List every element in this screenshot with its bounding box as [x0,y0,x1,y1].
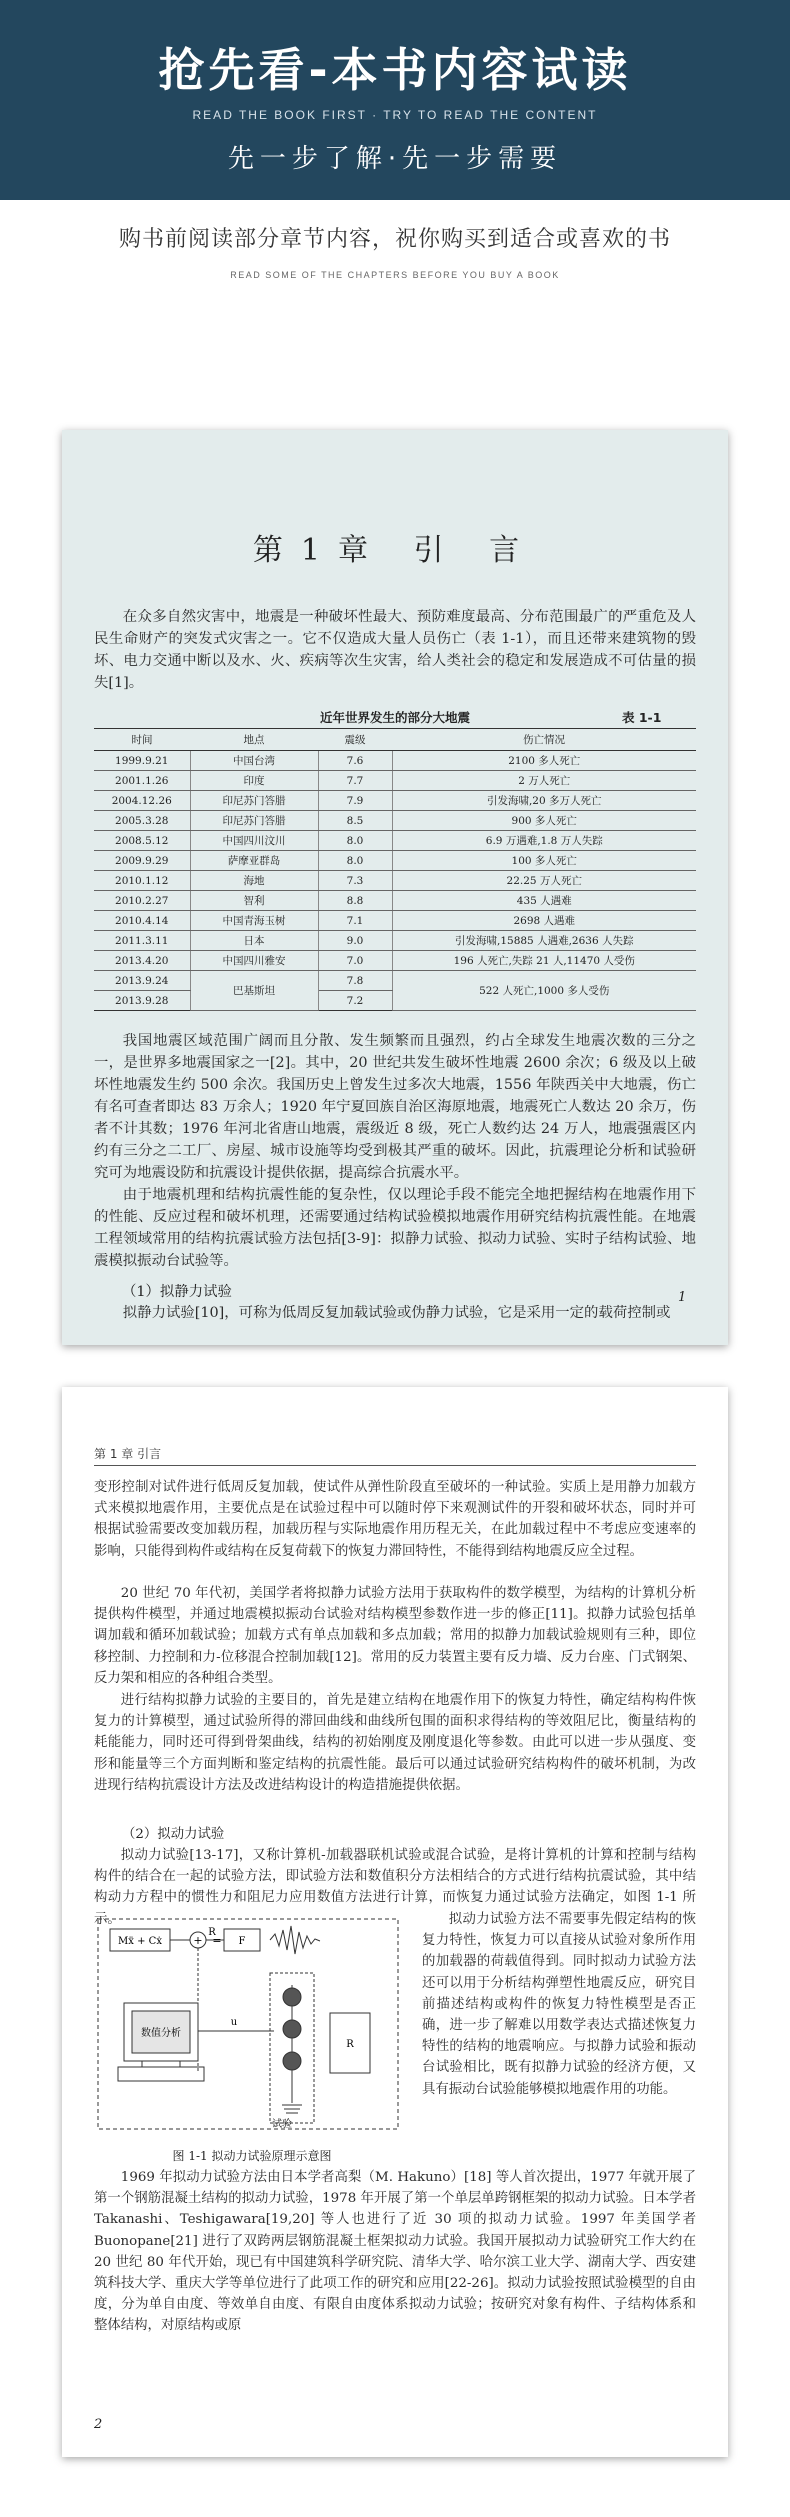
table-cell: 2001.1.26 [94,771,190,791]
table-cell: 中国青海玉树 [190,911,318,931]
table-cell: 印尼苏门答腊 [190,811,318,831]
intro-paragraph: 在众多自然灾害中，地震是一种破坏性最大、预防难度最高、分布范围最广的严重危及人民生命财产的突发式灾害之一。它不仅造成大量人员伤亡（表 1-1），而且还带来建筑物的毁坏、电力交通中断以及水、火、疾病等次生灾害，给人类社会的稳定和发展造成不可估量的损失[1]。 [94,609,696,691]
table-row [94,931,696,951]
table-cell: 2009.9.29 [94,851,190,871]
table-cell: 海地 [190,871,318,891]
table-row [94,951,696,971]
table-cell: 8.5 [318,811,392,831]
table-cell: 8.0 [318,831,392,851]
table-cell: 9.0 [318,931,392,951]
table-cell: 7.1 [318,911,392,931]
table-cell: 2004.12.26 [94,791,190,811]
table-row [94,831,696,851]
table-cell: 2013.9.28 [94,991,190,1011]
table-cell: 萨摩亚群岛 [190,851,318,871]
paragraph: 拟动力试验[13-17]，又称计算机-加载器联机试验或混合试验，是将计算机的计算和控制与结构构件的结合在一起的试验方法，即试验方法和数值积分方法相结合的方式进行结构抗震试验，其中结构动力方程中的惯性力和阻尼力应用数值方法进行计算，而恢复力通过试验方法确定，如图 1-1 所示。 [94,1848,696,1927]
paragraph: 拟动力试验方法不需要事先假定结构的恢复力特性，恢复力可以直接从试验对象所作用的加载器的荷载值得到。同时拟动力试验方法还可以用于分析结构弹塑性地震反应，研究目前描述结构或构件的恢复力特性模型是否正确，进一步了解难以用数学表达式描述恢复力特性的结构的地震响应。与拟静力试验和振动台试验相比，既有拟静力试验的经济方便，又具有振动台试验能够模拟地震作用的功能。 [422,1912,696,2097]
ground-motion-wave [270,1926,320,1954]
paragraph: 拟静力试验[10]，可称为低周反复加载试验或伪静力试验，它是采用一定的载荷控制或 [122,1305,671,1321]
intro-text-en: READ SOME OF THE CHAPTERS BEFORE YOU BUY A BOOK [230,270,560,280]
page-number: 2 [94,2417,103,2432]
banner-subtitle: READ THE BOOK FIRST · TRY TO READ THE CONTENT [192,108,598,122]
table-row [94,871,696,891]
table-cell: 900 多人死亡 [392,811,696,831]
table-row [94,771,696,791]
table-cell: 中国四川雅安 [190,951,318,971]
table-number: 表 1-1 [622,710,662,725]
table-cell: 8.0 [318,851,392,871]
book-page-1 [62,430,728,1345]
paragraph: 我国地震区域范围广阔而且分散、发生频繁而且强烈，约占全球发生地震次数的三分之一，是世界多地震国家之一[2]。其中，20 世纪共发生破坏性地震 2600 余次；6 级及以上破坏性地震发生约 500 余次。我国历史上曾发生过多次大地震，1556 年陕西关中大地震，伤亡有名可查者即达 83 万余人；1920 年宁夏回族自治区海原地震，地震死亡人数达 20 余万，伤者不计其数；1976 年河北省唐山地震，震级近 8 级，死亡人数约达 24 万人，地震强震区内约有三分之二工厂、房屋、城市设施等均受到极其严重的破坏。因此，抗震理论分析和试验研究可为地震设防和抗震设计提供依据，提高综合抗震水平。 [94,1033,696,1181]
chapter-title: 第1章 引 言 [252,533,538,568]
table-cell: 印度 [190,771,318,791]
table-row [94,851,696,871]
paragraph: 由于地震机理和结构抗震性能的复杂性，仅以理论手段不能完全地把握结构在地震作用下的性能、反应过程和破坏机理，还需要通过结构试验模拟地震作用研究结构抗震性能。在地震工程领域常用的结构抗震试验方法包括[3-9]：拟静力试验、拟动力试验、实时子结构试验、地震模拟振动台试验等。 [94,1187,696,1269]
table-cell: 智利 [190,891,318,911]
table-cell: 2010.1.12 [94,871,190,891]
table-cell: 100 多人死亡 [392,851,696,871]
fig-equation: Mẍ + Cẋ [118,1936,162,1947]
table-row [94,811,696,831]
table-cell: 中国台湾 [190,751,318,771]
table-cell: 8.8 [318,891,392,911]
table-cell: 2100 多人死亡 [392,751,696,771]
table-cell: 2010.4.14 [94,911,190,931]
running-head: 第 1 章 引言 [94,1447,162,1461]
paragraph: 1969 年拟动力试验方法由日本学者高梨（M. Hakuno）[18] 等人首次提出，1977 年就开展了第一个钢筋混凝土结构的拟动力试验，1978 年开展了第一个单层单跨钢框架的拟动力试验。日本学者 Takanashi、Teshigawara[19,20] 等人也进行了近 30 项的拟动力试验。1997 年美国学者 Buonopane[21] 进行了双跨两层钢筋混凝土框架拟动力试验。我国开展拟动力试验研究工作大约在 20 世纪 80 年代开始，现已有中国建筑科学研究院、清华大学、哈尔滨工业大学、湖南大学、西安建筑科技大学、重庆大学等单位进行了此项工作的研究和应用[22-26]。拟动力试验按照试验模型的自由度，分为单自由度、等效单自由度、有限自由度体系拟动力试验；按研究对象有构件、子结构体系和整体结构，对原结构或原 [94,2170,696,2334]
table-cell: 1999.9.21 [94,751,190,771]
fig-r: R [208,1927,216,1938]
table-cell: 2698 人遇难 [392,911,696,931]
table-cell: 巴基斯坦 [190,971,318,1011]
table-row [94,751,696,771]
pseudo-dynamic-diagram [94,1913,410,2143]
banner-title: 抢先看-本书内容试读 [158,43,632,97]
table-header: 时间 [94,729,190,751]
paragraph: 20 世纪 70 年代初，美国学者将拟静力试验方法用于获取构件的数学模型，为结构的计算机分析提供构件模型，并通过地震模拟振动台试验对结构模型参数作进一步的修正[11]。拟静力试验包括单调加载和循环加载试验；加载方式有单点加载和多点加载；常用的拟静力加载试验规则有三种，即位移控制、力控制和力-位移混合控制加载[12]。常用的反力装置主要有反力墙、反力台座、门式钢架、反力架和相应的各种组合类型。 [94,1586,696,1686]
table-cell: 7.0 [318,951,392,971]
figure-caption: 图 1-1 拟动力试验原理示意图 [172,2149,332,2163]
table-cell: 日本 [190,931,318,951]
table-cell: 7.7 [318,771,392,791]
fig-specimen-r: R [346,2039,354,2050]
section-heading: （2）拟动力试验 [122,1827,225,1842]
table-header: 伤亡情况 [392,729,696,751]
paragraph: 进行结构拟静力试验的主要目的，首先是建立结构在地震作用下的恢复力特性，确定结构构件恢复力的计算模型，通过试验所得的滞回曲线和曲线所包围的面积求得结构的等效阻尼比，衡量结构的耗能能力，同时还可得到骨架曲线，结构的初始刚度及刚度退化等参数。由此可以进一步从强度、变形和能量等三个方面判断和鉴定结构的抗震性能。最后可以通过试验研究结构构件的破坏机制，为改进现行结构抗震设计方法及改进结构设计的构造措施提供依据。 [94,1693,696,1793]
header-rule [94,1465,696,1466]
table-header: 震级 [318,729,392,751]
table-cell: 2010.2.27 [94,891,190,911]
table-cell: 2013.4.20 [94,951,190,971]
table-cell: 6.9 万遇难,1.8 万人失踪 [392,831,696,851]
table-cell: 7.6 [318,751,392,771]
computer-base [118,2067,204,2081]
table-caption: 近年世界发生的部分大地震 [319,710,470,725]
table-cell: 引发海啸,15885 人遇难,2636 人失踪 [392,931,696,951]
fig-equals: = [212,1934,222,1947]
intro-text: 购书前阅读部分章节内容，祝你购买到适合或喜欢的书 [118,227,671,252]
table-cell: 7.3 [318,871,392,891]
table-row [94,791,696,811]
table-cell: 7.2 [318,991,392,1011]
table-row [94,971,696,991]
table-cell: 中国四川汶川 [190,831,318,851]
table-cell: 7.9 [318,791,392,811]
banner-slogan: 先一步了解·先一步需要 [227,144,563,174]
table-cell: 印尼苏门答腊 [190,791,318,811]
table-cell: 22.25 万人死亡 [392,871,696,891]
banner [0,0,790,200]
table-cell: 2008.5.12 [94,831,190,851]
table-cell: 2013.9.24 [94,971,190,991]
section-heading: （1）拟静力试验 [122,1284,232,1300]
fig-computer-label: 数值分析 [141,2028,181,2039]
table-cell: 196 人死亡,失踪 21 人,11470 人受伤 [392,951,696,971]
table-header-row [94,729,696,751]
table-cell: 引发海啸,20 多万人死亡 [392,791,696,811]
fig-test-label: 试验 [272,2119,292,2130]
fig-u: u [230,2017,238,2028]
fig-f: F [238,1936,246,1947]
page-number: 1 [678,1290,687,1305]
table-cell: 522 人死亡,1000 多人受伤 [392,971,696,1011]
paragraph: 变形控制对试件进行低周反复加载，使试件从弹性阶段直至破坏的一种试验。实质上是用静力加载方式来模拟地震作用，主要优点是在试验过程中可以随时停下来观测试件的开裂和破坏状态，同时并可根据试验需要改变加载历程，加载历程与实际地震作用历程无关，在此加载过程中不考虑应变速率的影响，只能得到构件或结构在反复荷载下的恢复力滞回特性，不能得到结构地震反应全过程。 [94,1480,696,1559]
table-row [94,911,696,931]
table-cell: 2005.3.28 [94,811,190,831]
table-row [94,891,696,911]
table-cell: 2011.3.11 [94,931,190,951]
table-cell: 435 人遇难 [392,891,696,911]
fig-plus: + [193,1934,203,1947]
table-header: 地点 [190,729,318,751]
table-cell: 7.8 [318,971,392,991]
earthquake-table [94,728,696,1011]
table-cell: 2 万人死亡 [392,771,696,791]
book-page-2 [62,1387,728,2457]
